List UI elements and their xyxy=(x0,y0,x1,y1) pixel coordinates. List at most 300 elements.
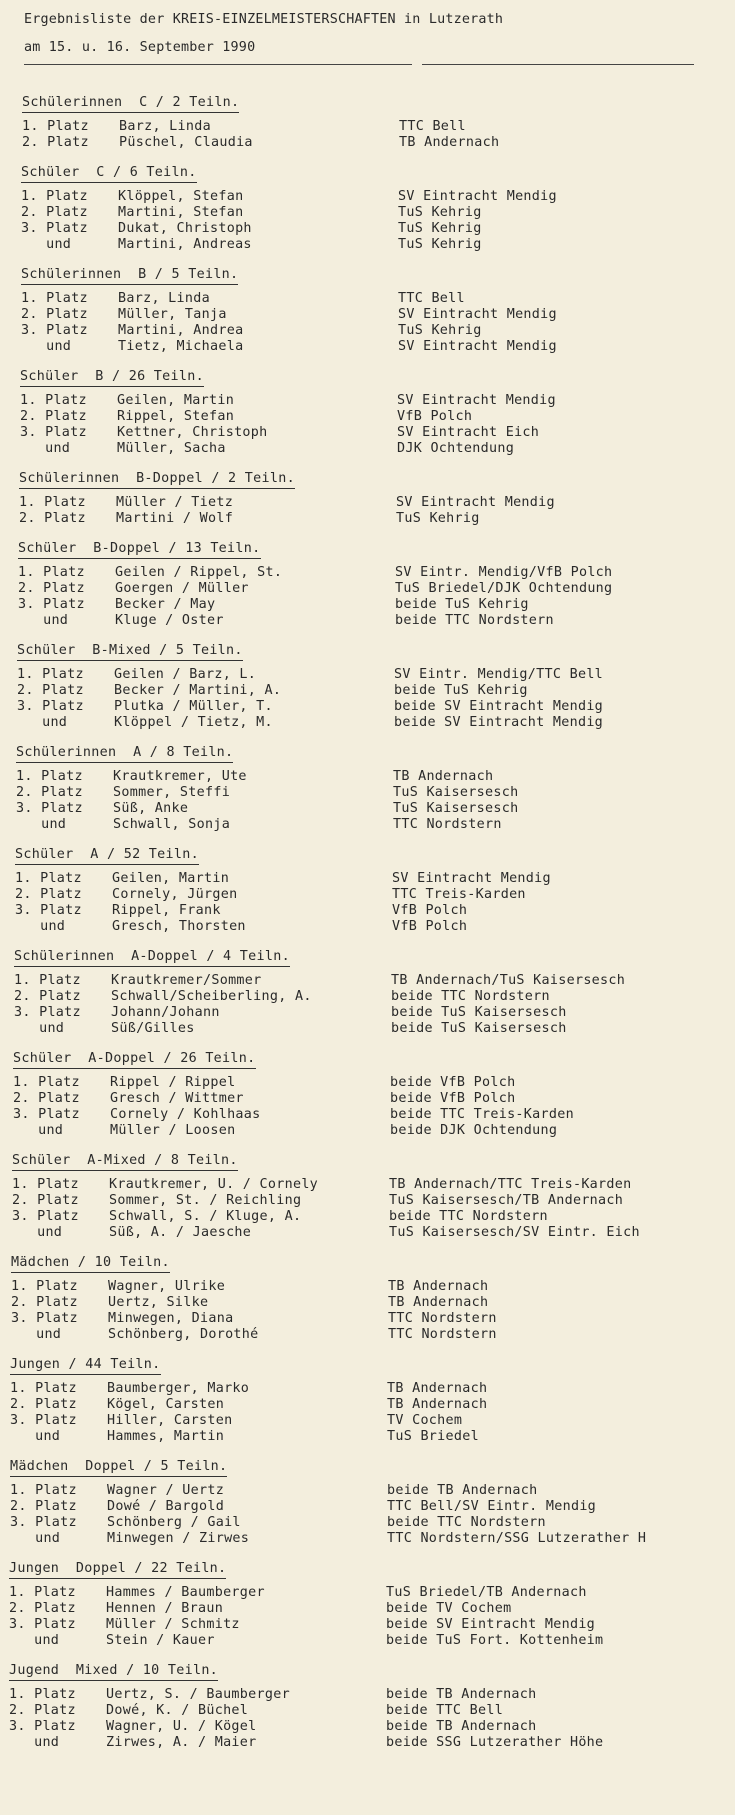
club-name: beide TuS Kaisersesch xyxy=(391,1005,567,1020)
player-name: Schwall, Sonja xyxy=(113,817,231,832)
club-name: SV Eintr. Mendig/VfB Polch xyxy=(395,565,613,580)
club-name: beide SSG Lutzerather Höhe xyxy=(386,1735,604,1750)
result-row xyxy=(22,135,735,151)
placement: 3. Platz xyxy=(10,1413,77,1428)
result-row xyxy=(11,1311,735,1327)
result-row xyxy=(10,1531,735,1547)
result-row xyxy=(10,1515,735,1531)
result-row xyxy=(16,785,735,801)
category-title: Schülerinnen B / 5 Teiln. xyxy=(21,266,238,285)
player-name: Dowé / Bargold xyxy=(107,1499,225,1514)
category-title: Mädchen / 10 Teiln. xyxy=(11,1254,170,1273)
category-section xyxy=(0,1455,735,1547)
result-row xyxy=(22,119,735,135)
category-title: Schüler B-Mixed / 5 Teiln. xyxy=(17,642,243,661)
placement: 1. Platz xyxy=(18,565,85,580)
placement: 3. Platz xyxy=(9,1617,76,1632)
category-title: Schüler A-Mixed / 8 Teiln. xyxy=(12,1152,238,1171)
club-name: TuS Briedel/DJK Ochtendung xyxy=(395,581,613,596)
result-row xyxy=(16,769,735,785)
club-name: TuS Briedel/TB Andernach xyxy=(386,1585,587,1600)
club-name: TTC Nordstern xyxy=(388,1327,497,1342)
result-row xyxy=(21,237,735,253)
result-row xyxy=(9,1617,735,1633)
result-row xyxy=(18,565,735,581)
player-name: Krautkremer/Sommer xyxy=(111,973,262,988)
placement: und xyxy=(9,1735,60,1750)
player-name: Schwall, S. / Kluge, A. xyxy=(109,1209,302,1224)
club-name: TB Andernach/TTC Treis-Karden xyxy=(389,1177,632,1192)
placement: 2. Platz xyxy=(21,307,88,322)
player-name: Geilen, Martin xyxy=(117,393,235,408)
player-name: Püschel, Claudia xyxy=(119,135,253,150)
placement: und xyxy=(12,1225,63,1240)
result-row xyxy=(12,1193,735,1209)
category-title: Schülerinnen A / 8 Teiln. xyxy=(16,744,233,763)
result-row xyxy=(17,715,735,731)
placement: 3. Platz xyxy=(21,323,88,338)
club-name: TuS Kehrig xyxy=(396,511,480,526)
club-name: beide TTC Nordstern xyxy=(389,1209,548,1224)
player-name: Johann/Johann xyxy=(111,1005,220,1020)
placement: und xyxy=(15,919,66,934)
category-results xyxy=(10,1483,735,1547)
result-row xyxy=(17,699,735,715)
category-title: Schülerinnen A-Doppel / 4 Teiln. xyxy=(14,948,290,967)
player-name: Martini, Stefan xyxy=(118,205,244,220)
club-name: TB Andernach/TuS Kaisersesch xyxy=(391,973,626,988)
placement: und xyxy=(21,237,72,252)
result-row xyxy=(11,1295,735,1311)
result-row xyxy=(21,205,735,221)
club-name: TTC Nordstern/SSG Lutzerather H xyxy=(387,1531,647,1546)
player-name: Müller / Schmitz xyxy=(106,1617,240,1632)
placement: und xyxy=(10,1531,61,1546)
placement: 2. Platz xyxy=(10,1499,77,1514)
category-title: Mädchen Doppel / 5 Teiln. xyxy=(10,1458,227,1477)
club-name: TuS Briedel xyxy=(387,1429,479,1444)
result-row xyxy=(10,1429,735,1445)
placement: 1. Platz xyxy=(16,769,83,784)
placement: 1. Platz xyxy=(13,1075,80,1090)
result-row xyxy=(19,495,735,511)
category-section xyxy=(0,945,735,1037)
club-name: beide TTC Nordstern xyxy=(387,1515,546,1530)
club-name: TTC Bell xyxy=(398,291,465,306)
club-name: TuS Kehrig xyxy=(398,323,482,338)
category-section xyxy=(0,537,735,629)
result-row xyxy=(15,887,735,903)
category-section xyxy=(0,1251,735,1343)
player-name: Tietz, Michaela xyxy=(118,339,244,354)
placement: 2. Platz xyxy=(22,135,89,150)
result-row xyxy=(9,1585,735,1601)
club-name: beide TTC Nordstern xyxy=(395,613,554,628)
category-results xyxy=(13,1075,735,1139)
result-row xyxy=(14,973,735,989)
document-title: Ergebnisliste der KREIS-EINZELMEISTERSCHAFTEN in Lutzerath xyxy=(24,12,504,27)
club-name: beide TB Andernach xyxy=(387,1483,538,1498)
placement: 1. Platz xyxy=(12,1177,79,1192)
club-name: TV Cochem xyxy=(387,1413,463,1428)
result-row xyxy=(21,307,735,323)
placement: 2. Platz xyxy=(14,989,81,1004)
result-row xyxy=(16,817,735,833)
club-name: TuS Kaisersesch/TB Andernach xyxy=(389,1193,624,1208)
club-name: beide VfB Polch xyxy=(390,1091,516,1106)
club-name: SV Eintracht Mendig xyxy=(398,189,557,204)
player-name: Süß, A. / Jaesche xyxy=(109,1225,252,1240)
player-name: Müller, Sacha xyxy=(117,441,226,456)
player-name: Süß/Gilles xyxy=(111,1021,195,1036)
placement: 2. Platz xyxy=(10,1397,77,1412)
category-section xyxy=(0,161,735,253)
header-divider xyxy=(24,64,694,65)
player-name: Goergen / Müller xyxy=(115,581,249,596)
result-row xyxy=(18,597,735,613)
club-name: DJK Ochtendung xyxy=(397,441,515,456)
player-name: Müller / Tietz xyxy=(116,495,234,510)
result-row xyxy=(17,683,735,699)
player-name: Gresch / Wittmer xyxy=(110,1091,244,1106)
player-name: Schwall/Scheiberling, A. xyxy=(111,989,312,1004)
category-title: Schülerinnen C / 2 Teiln. xyxy=(22,94,239,113)
club-name: VfB Polch xyxy=(397,409,473,424)
category-section xyxy=(0,91,735,151)
club-name: TuS Kaisersesch xyxy=(393,785,519,800)
club-name: beide TuS Kehrig xyxy=(394,683,528,698)
result-row xyxy=(21,339,735,355)
player-name: Minwegen, Diana xyxy=(108,1311,234,1326)
club-name: TTC Nordstern xyxy=(393,817,502,832)
player-name: Minwegen / Zirwes xyxy=(107,1531,250,1546)
player-name: Martini, Andrea xyxy=(118,323,244,338)
player-name: Kluge / Oster xyxy=(115,613,224,628)
player-name: Schönberg, Dorothé xyxy=(108,1327,259,1342)
result-row xyxy=(15,871,735,887)
category-results xyxy=(11,1279,735,1343)
result-row xyxy=(10,1499,735,1515)
placement: 1. Platz xyxy=(21,189,88,204)
category-results xyxy=(21,291,735,355)
placement: 1. Platz xyxy=(9,1687,76,1702)
player-name: Rippel, Stefan xyxy=(117,409,235,424)
player-name: Plutka / Müller, T. xyxy=(114,699,273,714)
player-name: Becker / Martini, A. xyxy=(114,683,282,698)
placement: 2. Platz xyxy=(9,1601,76,1616)
result-row xyxy=(9,1735,735,1751)
placement: 2. Platz xyxy=(11,1295,78,1310)
club-name: beide VfB Polch xyxy=(390,1075,516,1090)
result-row xyxy=(16,801,735,817)
category-title: Schüler B-Doppel / 13 Teiln. xyxy=(18,540,261,559)
player-name: Wagner / Uertz xyxy=(107,1483,225,1498)
result-row xyxy=(10,1381,735,1397)
player-name: Hammes / Baumberger xyxy=(106,1585,265,1600)
player-name: Barz, Linda xyxy=(118,291,210,306)
player-name: Becker / May xyxy=(115,597,216,612)
result-row xyxy=(12,1177,735,1193)
placement: 2. Platz xyxy=(12,1193,79,1208)
placement: 3. Platz xyxy=(11,1311,78,1326)
club-name: TuS Kehrig xyxy=(398,237,482,252)
player-name: Rippel, Frank xyxy=(112,903,221,918)
category-title: Schüler A-Doppel / 26 Teiln. xyxy=(13,1050,256,1069)
player-name: Müller, Tanja xyxy=(118,307,227,322)
result-row xyxy=(20,393,735,409)
placement: 2. Platz xyxy=(15,887,82,902)
result-row xyxy=(21,291,735,307)
club-name: SV Eintracht Mendig xyxy=(397,393,556,408)
player-name: Geilen / Barz, L. xyxy=(114,667,257,682)
category-title: Schüler A / 52 Teiln. xyxy=(15,846,199,865)
category-section xyxy=(0,365,735,457)
club-name: beide TuS Fort. Kottenheim xyxy=(386,1633,604,1648)
player-name: Dowé, K. / Büchel xyxy=(106,1703,249,1718)
placement: 1. Platz xyxy=(15,871,82,886)
placement: 1. Platz xyxy=(9,1585,76,1600)
placement: 3. Platz xyxy=(16,801,83,816)
result-row xyxy=(12,1209,735,1225)
result-row xyxy=(21,221,735,237)
player-name: Sommer, Steffi xyxy=(113,785,231,800)
player-name: Hiller, Carsten xyxy=(107,1413,233,1428)
player-name: Sommer, St. / Reichling xyxy=(109,1193,302,1208)
category-results xyxy=(9,1687,735,1751)
placement: 3. Platz xyxy=(18,597,85,612)
result-row xyxy=(14,989,735,1005)
placement: 2. Platz xyxy=(16,785,83,800)
club-name: TTC Nordstern xyxy=(388,1311,497,1326)
result-row xyxy=(12,1225,735,1241)
player-name: Krautkremer, U. / Cornely xyxy=(109,1177,319,1192)
player-name: Martini / Wolf xyxy=(116,511,234,526)
placement: 1. Platz xyxy=(21,291,88,306)
result-row xyxy=(15,919,735,935)
result-row xyxy=(19,511,735,527)
placement: 1. Platz xyxy=(10,1381,77,1396)
placement: 3. Platz xyxy=(20,425,87,440)
player-name: Klöppel / Tietz, M. xyxy=(114,715,273,730)
result-row xyxy=(11,1327,735,1343)
player-name: Uertz, S. / Baumberger xyxy=(106,1687,290,1702)
category-title: Jugend Mixed / 10 Teiln. xyxy=(9,1662,218,1681)
result-row xyxy=(20,409,735,425)
club-name: SV Eintr. Mendig/TTC Bell xyxy=(394,667,604,682)
placement: 2. Platz xyxy=(13,1091,80,1106)
club-name: VfB Polch xyxy=(392,903,468,918)
category-results xyxy=(20,393,735,457)
result-row xyxy=(21,189,735,205)
player-name: Kettner, Christoph xyxy=(117,425,268,440)
result-row xyxy=(13,1123,735,1139)
category-results xyxy=(21,189,735,253)
club-name: TTC Bell xyxy=(399,119,466,134)
placement: 3. Platz xyxy=(15,903,82,918)
category-title: Jungen / 44 Teiln. xyxy=(10,1356,161,1375)
club-name: TuS Kaisersesch xyxy=(393,801,519,816)
player-name: Geilen, Martin xyxy=(112,871,230,886)
category-results xyxy=(16,769,735,833)
category-section xyxy=(0,1659,735,1751)
club-name: TB Andernach xyxy=(393,769,494,784)
placement: und xyxy=(14,1021,65,1036)
placement: 2. Platz xyxy=(20,409,87,424)
club-name: TuS Kaisersesch/SV Eintr. Eich xyxy=(389,1225,640,1240)
placement: 3. Platz xyxy=(13,1107,80,1122)
category-results xyxy=(9,1585,735,1649)
category-results xyxy=(12,1177,735,1241)
club-name: SV Eintracht Eich xyxy=(397,425,540,440)
player-name: Barz, Linda xyxy=(119,119,211,134)
category-results xyxy=(10,1381,735,1445)
category-section xyxy=(0,639,735,731)
category-results xyxy=(14,973,735,1037)
club-name: TuS Kehrig xyxy=(398,221,482,236)
player-name: Martini, Andreas xyxy=(118,237,252,252)
placement: und xyxy=(10,1429,61,1444)
result-row xyxy=(13,1075,735,1091)
club-name: beide TuS Kehrig xyxy=(395,597,529,612)
club-name: SV Eintracht Mendig xyxy=(398,307,557,322)
player-name: Baumberger, Marko xyxy=(107,1381,250,1396)
result-row xyxy=(18,613,735,629)
club-name: SV Eintracht Mendig xyxy=(398,339,557,354)
player-name: Süß, Anke xyxy=(113,801,189,816)
result-row xyxy=(13,1107,735,1123)
club-name: TB Andernach xyxy=(387,1381,488,1396)
category-section xyxy=(0,843,735,935)
club-name: TB Andernach xyxy=(399,135,500,150)
club-name: beide TTC Nordstern xyxy=(391,989,550,1004)
placement: 2. Platz xyxy=(21,205,88,220)
result-row xyxy=(9,1601,735,1617)
club-name: beide TB Andernach xyxy=(386,1687,537,1702)
player-name: Krautkremer, Ute xyxy=(113,769,247,784)
club-name: beide SV Eintracht Mendig xyxy=(394,699,604,714)
result-row xyxy=(9,1687,735,1703)
result-row xyxy=(20,441,735,457)
category-results xyxy=(15,871,735,935)
placement: und xyxy=(16,817,67,832)
result-row xyxy=(10,1483,735,1499)
player-name: Rippel / Rippel xyxy=(110,1075,236,1090)
result-row xyxy=(15,903,735,919)
player-name: Schönberg / Gail xyxy=(107,1515,241,1530)
placement: und xyxy=(17,715,68,730)
player-name: Hammes, Martin xyxy=(107,1429,225,1444)
result-row xyxy=(13,1091,735,1107)
placement: und xyxy=(11,1327,62,1342)
result-row xyxy=(14,1005,735,1021)
club-name: beide TB Andernach xyxy=(386,1719,537,1734)
club-name: SV Eintracht Mendig xyxy=(396,495,555,510)
club-name: TuS Kehrig xyxy=(398,205,482,220)
player-name: Hennen / Braun xyxy=(106,1601,224,1616)
category-section xyxy=(0,741,735,833)
player-name: Wagner, Ulrike xyxy=(108,1279,226,1294)
result-row xyxy=(9,1633,735,1649)
placement: 1. Platz xyxy=(20,393,87,408)
club-name: VfB Polch xyxy=(392,919,468,934)
result-row xyxy=(10,1397,735,1413)
placement: 2. Platz xyxy=(18,581,85,596)
placement: 2. Platz xyxy=(19,511,86,526)
category-results xyxy=(18,565,735,629)
category-title: Schüler B / 26 Teiln. xyxy=(20,368,204,387)
result-row xyxy=(11,1279,735,1295)
category-section xyxy=(0,1149,735,1241)
placement: 1. Platz xyxy=(22,119,89,134)
category-section xyxy=(0,263,735,355)
category-section xyxy=(0,1557,735,1649)
placement: 2. Platz xyxy=(17,683,84,698)
result-row xyxy=(10,1413,735,1429)
club-name: beide SV Eintracht Mendig xyxy=(394,715,604,730)
placement: 2. Platz xyxy=(9,1703,76,1718)
placement: und xyxy=(13,1123,64,1138)
club-name: beide TuS Kaisersesch xyxy=(391,1021,567,1036)
club-name: TTC Treis-Karden xyxy=(392,887,526,902)
player-name: Zirwes, A. / Maier xyxy=(106,1735,257,1750)
document-date: am 15. u. 16. September 1990 xyxy=(24,40,256,55)
club-name: beide SV Eintracht Mendig xyxy=(386,1617,596,1632)
club-name: SV Eintracht Mendig xyxy=(392,871,551,886)
player-name: Cornely, Jürgen xyxy=(112,887,238,902)
player-name: Kögel, Carsten xyxy=(107,1397,225,1412)
placement: und xyxy=(18,613,69,628)
placement: 3. Platz xyxy=(14,1005,81,1020)
placement: und xyxy=(9,1633,60,1648)
result-row xyxy=(18,581,735,597)
player-name: Geilen / Rippel, St. xyxy=(115,565,283,580)
category-results xyxy=(22,119,735,151)
placement: 3. Platz xyxy=(10,1515,77,1530)
placement: 3. Platz xyxy=(9,1719,76,1734)
placement: 1. Platz xyxy=(11,1279,78,1294)
club-name: beide TTC Bell xyxy=(386,1703,504,1718)
player-name: Klöppel, Stefan xyxy=(118,189,244,204)
result-row xyxy=(20,425,735,441)
placement: 3. Platz xyxy=(17,699,84,714)
placement: 1. Platz xyxy=(14,973,81,988)
club-name: TB Andernach xyxy=(387,1397,488,1412)
placement: und xyxy=(20,441,71,456)
player-name: Uertz, Silke xyxy=(108,1295,209,1310)
club-name: TB Andernach xyxy=(388,1279,489,1294)
club-name: TB Andernach xyxy=(388,1295,489,1310)
results-list xyxy=(0,91,735,1751)
category-title: Jungen Doppel / 22 Teiln. xyxy=(9,1560,226,1579)
result-row xyxy=(9,1719,735,1735)
player-name: Wagner, U. / Kögel xyxy=(106,1719,257,1734)
result-row xyxy=(14,1021,735,1037)
placement: 3. Platz xyxy=(21,221,88,236)
club-name: beide TTC Treis-Karden xyxy=(390,1107,574,1122)
player-name: Müller / Loosen xyxy=(110,1123,236,1138)
club-name: beide DJK Ochtendung xyxy=(390,1123,558,1138)
placement: 1. Platz xyxy=(10,1483,77,1498)
club-name: beide TV Cochem xyxy=(386,1601,512,1616)
club-name: TTC Bell/SV Eintr. Mendig xyxy=(387,1499,597,1514)
category-section xyxy=(0,1047,735,1139)
player-name: Dukat, Christoph xyxy=(118,221,252,236)
placement: 1. Platz xyxy=(19,495,86,510)
placement: 3. Platz xyxy=(12,1209,79,1224)
result-row xyxy=(21,323,735,339)
result-row xyxy=(9,1703,735,1719)
category-results xyxy=(19,495,735,527)
